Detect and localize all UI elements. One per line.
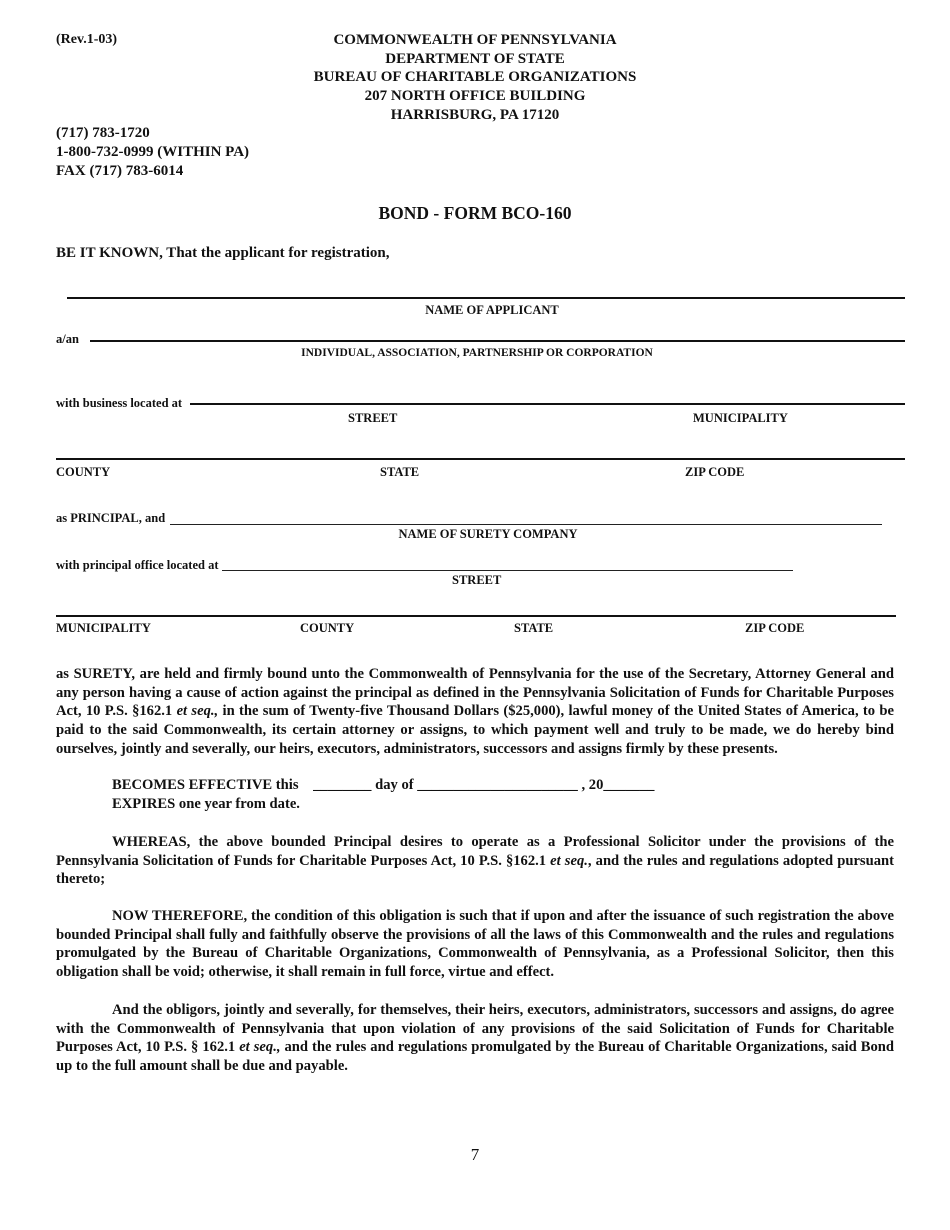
county-label-2: COUNTY: [300, 621, 355, 635]
surety-text: as SURETY, are held and firmly bound unto the Commonwealth of Pennsylvania for the use of the Secretary, Attorney General and any person having a cause of action against the principal as defined in the Pennsylvania Solicitation of Funds for Charitable Purposes Act, 10 P.S. §162.1: [56, 666, 894, 720]
business-address-line[interactable]: [190, 403, 905, 405]
state-label: STATE: [380, 465, 420, 479]
surety-text-cont: in the sum of Twenty-five Thousand Dollars ($25,000), lawful money of the United States of America, to be paid to the said Commonwealth, its certain attorney or assigns, to which payment well and truly to be made, we do hereby bind ourselves, jointly and severally, our heirs, executors, administrators, successors and assigns firmly by these presents.: [56, 703, 894, 757]
intro-text: BE IT KNOWN, That the applicant for registration,: [56, 245, 390, 261]
applicant-name-line[interactable]: [67, 297, 905, 299]
agency-line: DEPARTMENT OF STATE: [385, 50, 565, 67]
becomes-effective-line[interactable]: BECOMES EFFECTIVE this ________ day of ______________________ , 20_______: [112, 777, 655, 793]
surety-name-line[interactable]: [170, 524, 882, 525]
whereas-paragraph: [56, 833, 894, 889]
county-label: COUNTY: [56, 465, 111, 479]
a-an-label: a/an: [56, 332, 83, 347]
obligors-text-cont: and the rules and regulations promulgated by the Bureau of Charitable Organizations, said Bond up to the full amount shall be due and payable.: [56, 1039, 894, 1075]
business-located-label: with business located at: [56, 396, 186, 411]
surety-address-line[interactable]: [56, 615, 896, 617]
page-number: 7: [470, 1145, 480, 1164]
street-label-2: STREET: [452, 573, 502, 587]
effective-dates: [112, 776, 654, 814]
obligors-paragraph: [56, 1001, 894, 1076]
as-principal-label: as PRINCIPAL, and: [56, 511, 169, 526]
whereas-text-cont: , and the rules and regulations adopted pursuant thereto;: [56, 852, 895, 888]
zip-code-label: ZIP CODE: [685, 465, 745, 479]
agency-line: 207 NORTH OFFICE BUILDING: [364, 88, 586, 105]
principal-office-label: with principal office located at: [56, 558, 222, 573]
surety-et-seq: et seq.,: [176, 703, 219, 720]
entity-type-label: INDIVIDUAL, ASSOCIATION, PARTNERSHIP OR CORPORATION: [301, 347, 653, 359]
revision-label: (Rev.1-03): [56, 32, 118, 47]
expires-line: EXPIRES one year from date.: [112, 796, 300, 812]
whereas-et-seq: et seq.: [550, 852, 588, 869]
whereas-text: WHEREAS, the above bounded Principal desires to operate as a Professional Solicitor under the provisions of the Pennsylvania Solicitation of Funds for Charitable Purposes Act, 10 P.S. §162.1: [56, 834, 894, 869]
toll-free-number: 1-800-732-0999 (WITHIN PA): [56, 144, 250, 160]
name-of-applicant-label: NAME OF APPLICANT: [425, 303, 559, 317]
zip-code-label-2: ZIP CODE: [745, 621, 805, 635]
obligors-text: And the obligors, jointly and severally, for themselves, their heirs, executors, administrators, successors and assigns, do agree with the Commonwealth of Pennsylvania that upon violation of any provisions of the said Solicitation of Funds for Charitable Purposes Act, 10 P.S. § 162.1: [56, 1002, 894, 1056]
form-title: BOND - FORM BCO-160: [378, 203, 572, 223]
obligors-et-seq: et seq.,: [239, 1039, 281, 1056]
now-therefore-paragraph: [56, 907, 894, 982]
surety-paragraph: [56, 665, 894, 759]
now-therefore-text: NOW THEREFORE, the condition of this obligation is such that if upon and after the issuance of such registration the above bounded Principal shall fully and faithfully observe the provisions of all the laws of this Commonwealth and the rules and regulations promulgated by the Bureau of Charitable Organizations, Commonwealth of Pennsylvania, as a Professional Solicitor, then this obligation shall be void; otherwise, it shall remain in full force, virtue and effect.: [56, 908, 894, 981]
county-state-zip-line[interactable]: [56, 458, 905, 460]
agency-line: HARRISBURG, PA 17120: [390, 106, 560, 123]
surety-company-label: NAME OF SURETY COMPANY: [398, 527, 578, 541]
agency-line: BUREAU OF CHARITABLE ORGANIZATIONS: [313, 69, 637, 86]
contact-info: [56, 124, 249, 181]
principal-office-line[interactable]: [222, 570, 793, 571]
municipality-label: MUNICIPALITY: [693, 411, 788, 425]
agency-address: [250, 31, 700, 125]
agency-line: COMMONWEALTH OF PENNSYLVANIA: [333, 32, 617, 48]
phone-number: (717) 783-1720: [56, 125, 150, 141]
entity-type-line[interactable]: [90, 340, 905, 342]
fax-number: FAX (717) 783-6014: [56, 163, 184, 179]
municipality-label-2: MUNICIPALITY: [56, 621, 151, 635]
state-label-2: STATE: [514, 621, 554, 635]
street-label: STREET: [348, 411, 398, 425]
